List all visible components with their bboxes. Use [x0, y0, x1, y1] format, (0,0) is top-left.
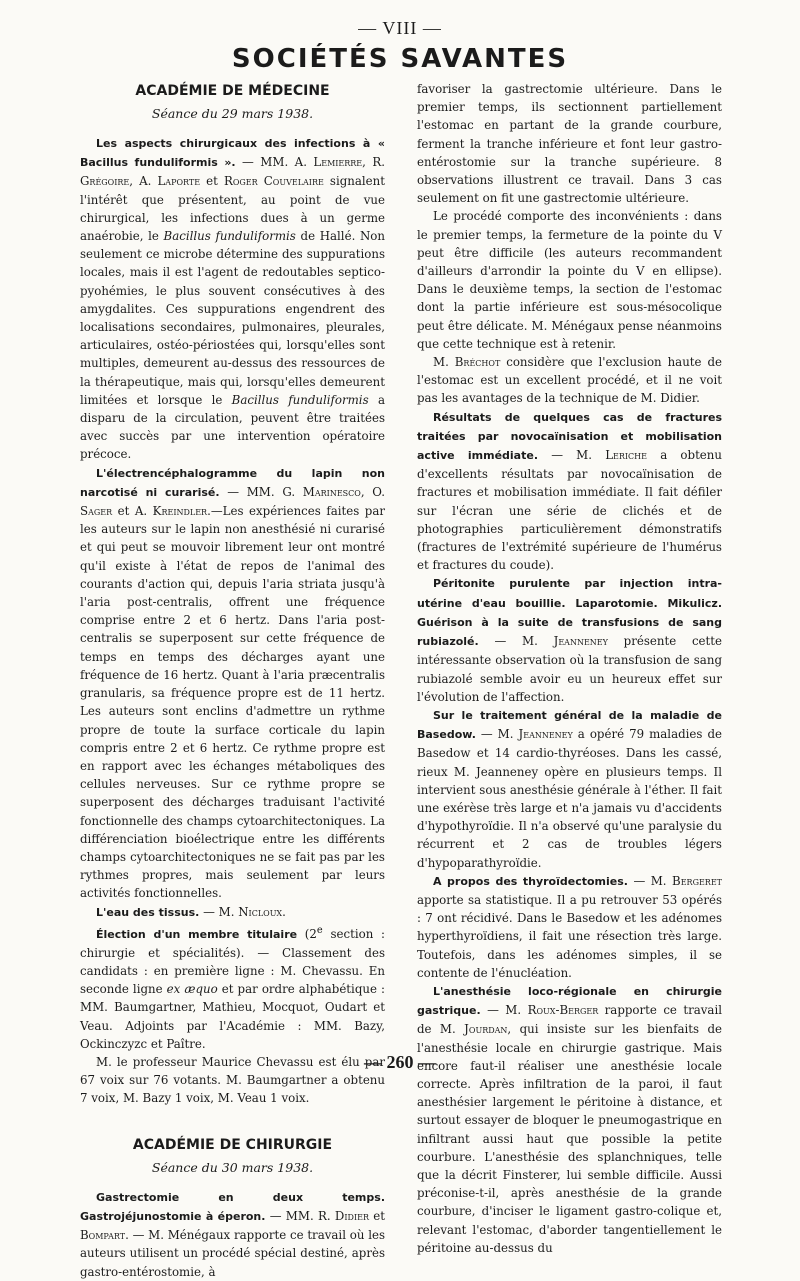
- article-paragraph: Résultats de quelques cas de fractures traitées par novocaïnisation et mobilisation active immédiate. — M. Leriche a obtenu d'excellents résultats par novocaïnisation de fractures et mobilisation immédiate. Il fait défiler sur l'écran une série de clichés et de photographies particulièrement démonstratifs (fractures de l'extrémité supérieure de l'humérus et fractures du coude).: [417, 410, 722, 573]
- author-name: Jeanneney: [518, 727, 573, 742]
- article-paragraph: Le procédé comporte des inconvénients : dans le premier temps, la fermeture de la pointe du V peut être difficile (les auteurs recommandent d'ailleurs d'arrondir la pointe du V en ellipse). Dans le deuxième temps, la section de l'estomac dont la partie inférieure est sous-mésocolique peut être délicate. M. Ménégaux pense néanmoins que cette technique est à retenir.: [417, 209, 722, 351]
- author-name: A. Lemierre: [294, 155, 363, 170]
- article-paragraph: Péritonite purulente par injection intra-utérine d'eau bouillie. Laparotomie. Mikulicz. Guérison à la suite de transfusions de sang rubiazolé. — M. Jeanneney présente cette intéressante observation où la transfusion de sang rubiazolé semble avoir eu un heureux effet sur l'évolution de l'affection.: [417, 577, 722, 704]
- article-paragraph: Sur le traitement général de la maladie de Basedow. — M. Jeanneney a opéré 79 maladies de Basedow et 14 cardio-thyréoses. Dans les cassé, rieux M. Jeanneney opère en plusieurs temps. Il intervient sous anesthésie générale à l'éther. Il fait une exérèse très large et n'a jamais vu d'accidents d'hypothyroïdie. Il n'a observé qu'une paralysie du récurrent et 2 cas de troubles légers d'hypoparathyroïdie.: [417, 708, 722, 870]
- right-column: [417, 80, 722, 1257]
- folio: — VIII —: [358, 18, 442, 38]
- section-title: SOCIÉTÉS SAVANTES: [231, 44, 569, 74]
- session-date: Séance du 30 mars 1938.: [151, 1159, 314, 1175]
- author-name: A. Kreindler: [134, 504, 208, 519]
- article-heading: L'anesthésie loco-régionale en chirurgie gastrique.: [417, 984, 722, 1018]
- author-name: Leriche: [605, 448, 647, 463]
- article-heading: Résultats de quelques cas de fractures traitées par novocaïnisation et mobilisation active immédiate.: [417, 410, 722, 463]
- species-name: Bacillus funduliformis: [231, 392, 369, 407]
- article-paragraph: Élection d'un membre titulaire (2e section : chirurgie et spécialités). — Classement des candidats : en première ligne : M. Chevassu. En seconde ligne ex æquo et par ordre alphabétique : MM. Baumgartner, Mathieu, Mocquot, Oudart et Veau. Adjoints par l'Académie : MM. Bazy, Ockinczyzc et Paître.: [80, 924, 385, 1051]
- author-name: Jourdan: [464, 1022, 508, 1037]
- left-column: [80, 80, 385, 1281]
- author-name: Jeanneney: [553, 634, 608, 649]
- author-name: O. Sager: [80, 484, 386, 519]
- article-heading: A propos des thyroïdectomies.: [433, 874, 628, 888]
- author-name: Bergeret: [672, 873, 722, 888]
- article-heading: Péritonite purulente par injection intra-utérine d'eau bouillie. Laparotomie. Mikulicz. Guérison à la suite de transfusions de sang rubiazolé.: [417, 577, 722, 649]
- article-paragraph: A propos des thyroïdectomies. — M. Bergeret apporte sa statistique. Il a pu retrouver 53 opérés : 7 ont récidivé. Dans le Basedow et les adénomes hyperthyroïdiens, il fait une résection très large. Toutefois, dans les adénomes simples, il se contente de l'énucléation.: [417, 873, 722, 980]
- author-name: A. Laporte: [139, 174, 201, 189]
- article-heading: Gastrectomie en deux temps. Gastrojéjunostomie à éperon.: [80, 1190, 385, 1223]
- article-paragraph: L'anesthésie loco-régionale en chirurgie gastrique. — M. Roux-Berger rapporte ce travail de M. Jourdan, qui insiste sur les bienfaits de l'anesthésie locale en chirurgie gastrique. Mais encore faut-il réaliser une anesthésie locale correcte. Après infiltration de la paroi, il faut anesthésier largement le péritoine à distance, et surtout essayer de bloquer le pneumogastrique en infiltrant aussi haut que possible la petite courbure. L'anesthésie des splanchniques, telle que la décrit Finsterer, lui semble difficile. Aussi préconise-t-il, après anesthésie de la grande courbure, d'inciser le ligament gastro-colique et, relevant l'estomac, d'aborder tangentiellement le péritoine au-dessus du: [417, 984, 722, 1255]
- article-paragraph: Les aspects chirurgicaux des infections à « Bacillus funduliformis ». — MM. A. Lemierre, R. Grégoire, A. Laporte et Roger Couvelaire signalent l'intérêt que présentent, au point de vue chirurgical, les infections dues à un germe anaérobie, le Bacillus funduliformis de Hallé. Non seulement ce microbe détermine des suppurations locales, mais il est l'agent de redoutables septico-pyohémies, le plus souvent consécutives à des amygdalites. Ces suppurations engendrent des localisations secondaires, pulmonaires, pleurales, articulaires, ostéo-périostées qui, lorsqu'elles sont multiples, demeurent au-dessus des ressources de la thérapeutique, mais qui, lorsqu'elles demeurent limitées et lorsque le Bacillus funduliformis a disparu de la circulation, peuvent être traitées avec succès par une intervention opératoire précoce.: [80, 137, 385, 462]
- article-heading: L'eau des tissus.: [96, 905, 200, 919]
- session-date: Séance du 29 mars 1938.: [151, 106, 314, 121]
- article-paragraph: L'eau des tissus. — M. Nicloux.: [96, 904, 286, 919]
- author-name: Roux-Berger: [527, 1003, 599, 1018]
- latin-phrase: ex æquo: [166, 982, 218, 997]
- author-name: Nicloux: [238, 904, 283, 919]
- author-name: Bréchot: [454, 355, 501, 370]
- author-name: Bompart: [80, 1228, 126, 1243]
- species-name: Bacillus funduliformis: [163, 229, 296, 244]
- article-heading: L'électrencéphalogramme du lapin non narcotisé ni curarisé.: [80, 466, 385, 499]
- article-paragraph: M. le professeur Maurice Chevassu est élu par 67 voix sur 76 votants. M. Baumgartner a obtenu 7 voix, M. Bazy 1 voix, M. Veau 1 voix.: [80, 1055, 385, 1106]
- article-heading: Sur le traitement général de la maladie de Basedow.: [417, 708, 722, 742]
- academy-heading: ACADÉMIE DE CHIRURGIE: [132, 1136, 333, 1153]
- author-name: R. Grégoire: [80, 155, 385, 189]
- page-number: — 260 —: [364, 1052, 436, 1072]
- academy-heading: ACADÉMIE DE MÉDECINE: [135, 83, 330, 99]
- author-name: R. Didier: [318, 1208, 369, 1223]
- article-paragraph: M. Bréchot considère que l'exclusion haute de l'estomac est un excellent procédé, et il ne voit pas les avantages de la technique de M. Didier.: [417, 355, 722, 406]
- article-heading: Les aspects chirurgicaux des infections à « Bacillus funduliformis ».: [80, 137, 385, 170]
- article-heading: Élection d'un membre titulaire: [96, 927, 298, 941]
- author-name: G. Marinesco: [282, 484, 361, 499]
- author-name: Roger Couvelaire: [223, 174, 324, 189]
- article-paragraph: Gastrectomie en deux temps. Gastrojéjunostomie à éperon. — MM. R. Didier et Bompart. — M. Ménégaux rapporte ce travail où les auteurs utilisent un procédé spécial destiné, après gastro-entérostomie, à: [80, 1190, 385, 1279]
- article-paragraph: L'électrencéphalogramme du lapin non narcotisé ni curarisé. — MM. G. Marinesco, O. Sager et A. Kreindler.—Les expériences faites par les auteurs sur le lapin non anesthésié ni curarisé et qui peut se mouvoir librement leur ont montré qu'il existe à l'état de repos de l'animal des courants d'action qui, depuis l'aria striata jusqu'à l'aria post-centralis, offrent une fréquence comprise entre 2 et 6 hertz. Dans l'aria post-centralis se superposent sur cette fréquence de temps en temps des décharges ayant une fréquence de 16 hertz. Quant à l'aria præcentralis granularis, sa fréquence propre est de 11 hertz. Les auteurs sont enclins d'admettre un rythme propre de toute la surface corticale du lapin compris entre 2 et 6 hertz. Ce rythme propre est en rapport avec les échanges métaboliques des cellules nerveuses. Sur ce rythme propre se superposent des décharges traduisant l'activité fonctionnelle des champs cytoarchitectoniques. La différenciation bioélectrique entre les différents champs cytoarchitectoniques ne se fait pas par les rythmes propres, mais seulement par leurs activités fonctionnelles.: [80, 466, 386, 901]
- article-paragraph: favoriser la gastrectomie ultérieure. Dans le premier temps, ils sectionnent partiellement l'estomac en partant de la grande courbure, ferment la tranche inférieure et font leur gastro-entérostomie sur la tranche supérieure. 8 observations illustrent ce travail. Dans 3 cas seulement on fit une gastrectomie ultérieure.: [417, 82, 722, 206]
